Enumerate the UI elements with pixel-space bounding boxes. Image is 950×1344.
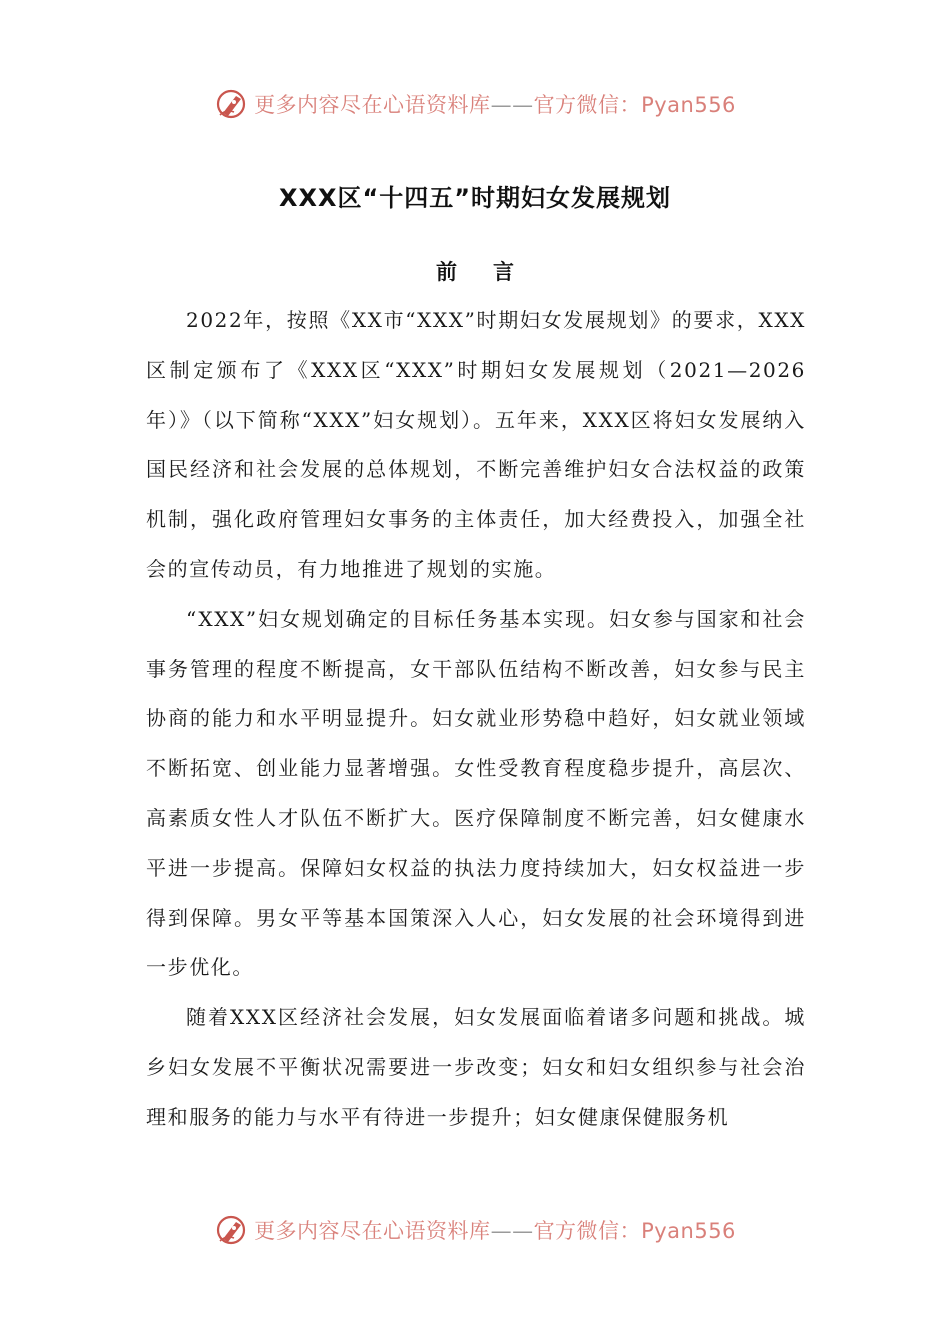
pen-nib-logo-icon <box>214 87 248 121</box>
header-watermark-banner <box>0 84 950 124</box>
footer-banner-contact: 官方微信： <box>533 1219 642 1243</box>
pen-nib-logo-icon <box>214 1213 248 1247</box>
paragraph-1: 2022年，按照《XX市“XXX”时期妇女发展规划》的要求，XXX区制定颁布了《XXX区“XXX”时期妇女发展规划（2021—2026年）》（以下简称“XXX”妇女规划）。五年来，XXX区将妇女发展纳入国民经济和社会发展的总体规划，不断完善维护妇女合法权益的政策机制，强化政府管理妇女事务的主体责任，加大经费投入，加强全社会的宣传动员，有力地推进了规划的实施。 <box>146 308 806 581</box>
footer-banner-main: 更多内容尽在心语资料库 <box>254 1219 491 1243</box>
header-banner-text <box>254 89 736 119</box>
footer-banner-id: Pyan556 <box>641 1219 736 1243</box>
header-banner-separator: —— <box>490 93 534 117</box>
paragraph-3: 随着XXX区经济社会发展，妇女发展面临着诸多问题和挑战。城乡妇女发展不平衡状况需要进一步改变；妇女和妇女组织参与社会治理和服务的能力与水平有待进一步提升；妇女健康保健服务机 <box>146 1005 806 1129</box>
footer-watermark-banner <box>0 1210 950 1250</box>
header-banner-main: 更多内容尽在心语资料库 <box>254 93 491 117</box>
header-banner-contact: 官方微信： <box>533 93 642 117</box>
document-body <box>146 296 806 1143</box>
section-heading-preface: 前言 <box>436 260 550 284</box>
footer-banner-separator: —— <box>490 1219 534 1243</box>
paragraph-2: “XXX”妇女规划确定的目标任务基本实现。妇女参与国家和社会事务管理的程度不断提高，女干部队伍结构不断改善，妇女参与民主协商的能力和水平明显提升。妇女就业形势稳中趋好，妇女就业领域不断拓宽、创业能力显著增强。女性受教育程度稳步提升，高层次、高素质女性人才队伍不断扩大。医疗保障制度不断完善，妇女健康水平进一步提高。保障妇女权益的执法力度持续加大，妇女权益进一步得到保障。男女平等基本国策深入人心，妇女发展的社会环境得到进一步优化。 <box>146 606 806 980</box>
document-title: XXX区“十四五”时期妇女发展规划 <box>278 184 672 212</box>
header-banner-id: Pyan556 <box>641 93 736 117</box>
footer-banner-text <box>254 1215 736 1245</box>
